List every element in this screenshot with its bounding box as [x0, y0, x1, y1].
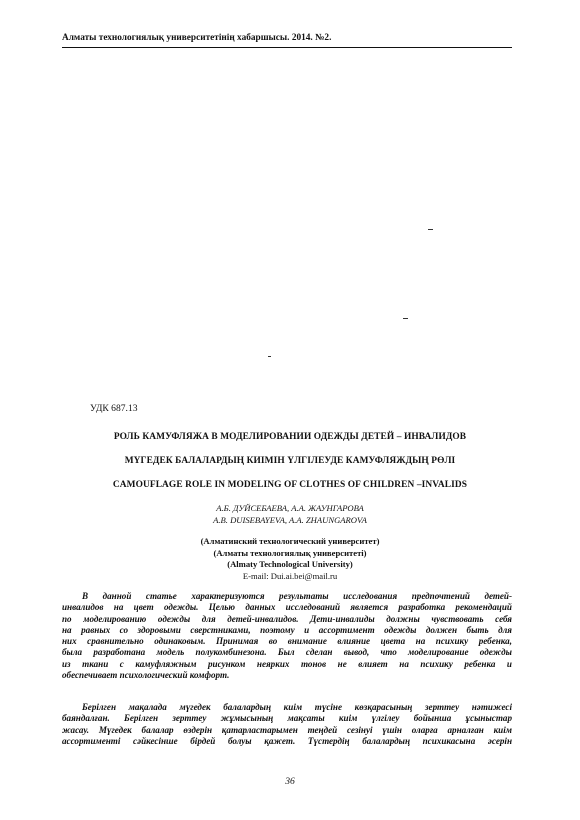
affiliation-kazakh: (Алматы технологиялық университеті): [213, 548, 367, 558]
title-kazakh: МҮГЕДЕК БАЛАЛАРДЫҢ КИІМІН ҮЛГІЛЕУДЕ КАМУФЛЯЖДЫҢ РӨЛІ: [124, 456, 456, 466]
text-line: ассортименті сәйкесінше бірдей болуы қажет. Түстердің балалардың психикасына әсерін: [62, 735, 512, 746]
affiliation-english: (Almaty Technological University): [227, 559, 353, 569]
text-line: обеспечивает психологический комфорт.: [62, 670, 230, 681]
udk-code: УДК 687.13: [90, 403, 138, 414]
abstract-russian: [62, 591, 512, 681]
text-line: была разработана модель полукомбинезона. Был сделан вывод, что моделирование одежды: [62, 647, 512, 658]
text-line: по моделированию одежды для детей-инвалидов. Дети-инвалиды должны чувствовать себя: [62, 613, 512, 624]
text-line: Берілген мақалада мүгедек балалардың киім түсіне көзқарасының зерттеу нәтижесі: [82, 702, 512, 712]
text-line: из ткани с камуфляжным рисунком неярких тонов не влияет на психику ребенка и: [62, 658, 512, 669]
authors-russian: А.Б. ДУЙСЕБАЕВА, А.А. ЖАУНГАРОВА: [216, 503, 364, 513]
author-email: E-mail: Dui.ai.bei@mail.ru: [242, 571, 338, 581]
text-line: баяндалған. Берілген зерттеу жұмысының мақсаты киім үлгілеу бойынша ұсыныстар: [62, 713, 512, 724]
text-line: инвалидов на цвет одежды. Целью данных исследований является разработка рекомендаций: [62, 602, 512, 613]
scan-artifact-dash: [403, 318, 408, 319]
journal-header: Алматы технологиялық университетінің хабаршысы. 2014. №2.: [62, 33, 332, 43]
scan-artifact-dash: [268, 356, 271, 357]
text-line: жасау. Мүгедек балалар өздерін қатарластарымен теңдей сезінуі үшін оларға арналған киім: [62, 724, 512, 735]
page-number: 36: [285, 776, 295, 787]
scan-artifact-dash: [428, 229, 433, 230]
abstract-kazakh: [62, 702, 512, 747]
title-english: CAMOUFLAGE ROLE IN MODELING OF CLOTHES OF CHILDREN –INVALIDS: [112, 480, 468, 490]
title-russian: РОЛЬ КАМУФЛЯЖА В МОДЕЛИРОВАНИИ ОДЕЖДЫ ДЕТЕЙ – ИНВАЛИДОВ: [113, 432, 467, 442]
text-line: них сравнительно одинаковым. Принимая во внимание влияние цвета на психику ребенка,: [62, 636, 512, 647]
text-line: на равных со здоровыми сверстниками, поэтому и ассортимент одежды должен быть для: [62, 624, 512, 635]
header-divider: [62, 47, 512, 48]
text-line: В данной статье характеризуются результаты исследования предпочтений детей-: [82, 591, 512, 601]
authors-english: A.B. DUISEBAYEVA, A.A. ZHAUNGAROVA: [213, 515, 367, 525]
affiliation-russian: (Алматинский технологический университет): [200, 536, 380, 546]
